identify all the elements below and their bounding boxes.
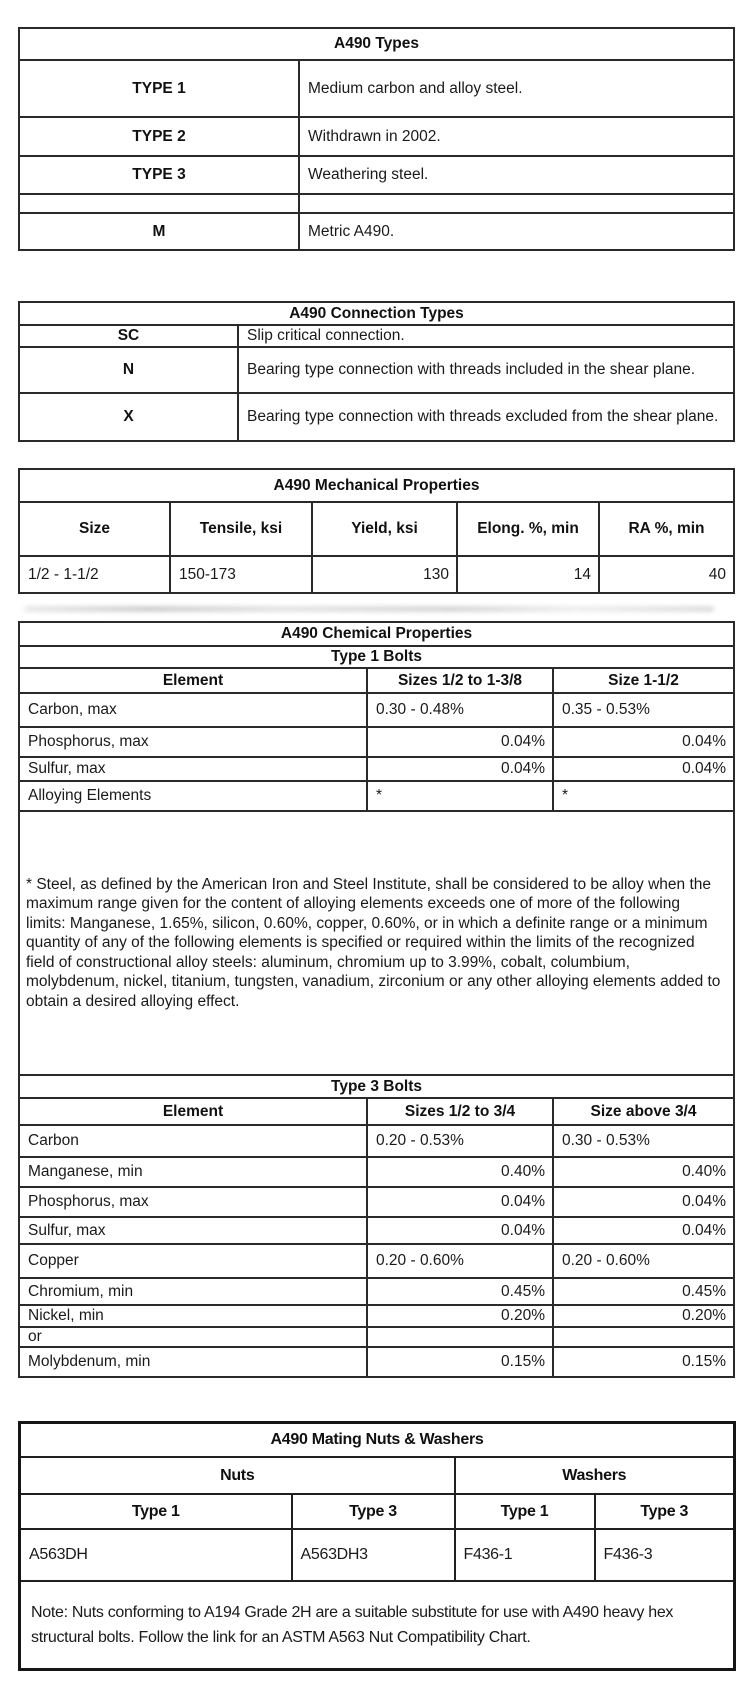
- nuts-type3-value: A563DH3: [292, 1529, 455, 1581]
- chem1-small-value: 0.30 - 0.48%: [367, 693, 553, 727]
- chem3-header-element: Element: [19, 1098, 367, 1125]
- a490-types-table: [18, 27, 735, 251]
- mech-tensile-value: 150-173: [170, 556, 312, 593]
- mech-header-elong: Elong. %, min: [457, 502, 599, 556]
- alloy-steel-footnote: * Steel, as defined by the American Iron and Steel Institute, shall be considered to be alloy when the maximum range given for the content of alloying elements exceeds one of more of the following limits: Manganese, 1.65%, silicon, 0.60%, copper, 0.60%, or in which a definite range or a minimum quantity of any of the following elements is specified or required within the limits of the recognized field of constructional alloy steels: aluminum, chromium up to 3.99%, cobalt, columbium, molybdenum, nickel, titanium, tungsten, vanadium, zirconium or any other alloying elements added to obtain a desired alloying effect.: [19, 811, 734, 1075]
- washers-type1-header: Type 1: [455, 1494, 595, 1529]
- chem3-element: Carbon: [19, 1125, 367, 1157]
- mech-header-ra: RA %, min: [599, 502, 734, 556]
- type-desc-cell-empty: [299, 194, 734, 213]
- chem3-large-value: 0.04%: [553, 1187, 734, 1217]
- chem3-element: Manganese, min: [19, 1157, 367, 1187]
- mech-yield-value: 130: [312, 556, 457, 593]
- a490-mating-nuts-washers-table: [18, 1421, 736, 1671]
- chem1-large-value: 0.04%: [553, 757, 734, 781]
- chem3-large-value: 0.30 - 0.53%: [553, 1125, 734, 1157]
- mech-elong-value: 14: [457, 556, 599, 593]
- chem3-small-value: 0.20 - 0.53%: [367, 1125, 553, 1157]
- type-code-cell: M: [19, 213, 299, 250]
- chem1-large-value: *: [553, 781, 734, 811]
- chem3-large-value: 0.20%: [553, 1305, 734, 1327]
- chem1-element: Phosphorus, max: [19, 727, 367, 757]
- mech-size-value: 1/2 - 1-1/2: [19, 556, 170, 593]
- a490-mechanical-properties-table: [18, 468, 735, 594]
- type-code-cell: TYPE 1: [19, 60, 299, 117]
- chem3-element: Nickel, min: [19, 1305, 367, 1327]
- chem1-element: Carbon, max: [19, 693, 367, 727]
- chem1-header-element: Element: [19, 668, 367, 693]
- nut-substitute-note: Note: Nuts conforming to A194 Grade 2H are a suitable substitute for use with A490 heavy hex structural bolts. Follow the link for an ASTM A563 Nut Compatibility Chart.: [20, 1581, 735, 1670]
- chem3-large-value: 0.40%: [553, 1157, 734, 1187]
- nuts-group-header: Nuts: [20, 1457, 455, 1494]
- chem1-header-large-sizes: Size 1-1/2: [553, 668, 734, 693]
- chem1-small-value: 0.04%: [367, 727, 553, 757]
- connection-code-cell: N: [19, 347, 238, 393]
- document-page: [0, 27, 751, 1695]
- chem1-element: Sulfur, max: [19, 757, 367, 781]
- chem3-element-or: or: [19, 1327, 367, 1347]
- mating-nuts-washers-title: A490 Mating Nuts & Washers: [20, 1423, 735, 1458]
- type-code-cell-empty: [19, 194, 299, 213]
- a490-chemical-properties-table: [18, 621, 735, 1378]
- chem3-element: Sulfur, max: [19, 1217, 367, 1244]
- mech-header-yield: Yield, ksi: [312, 502, 457, 556]
- chem1-header-small-sizes: Sizes 1/2 to 1-3/8: [367, 668, 553, 693]
- mechanical-properties-title: A490 Mechanical Properties: [19, 469, 734, 502]
- washers-type3-value: F436-3: [595, 1529, 735, 1581]
- chem3-large-value-empty: [553, 1327, 734, 1347]
- type-desc-cell: Withdrawn in 2002.: [299, 117, 734, 156]
- washers-type1-value: F436-1: [455, 1529, 595, 1581]
- chem3-header-large-sizes: Size above 3/4: [553, 1098, 734, 1125]
- chem1-small-value: 0.04%: [367, 757, 553, 781]
- chem1-small-value: *: [367, 781, 553, 811]
- chem3-small-value: 0.04%: [367, 1217, 553, 1244]
- type-desc-cell: Medium carbon and alloy steel.: [299, 60, 734, 117]
- chem3-small-value-empty: [367, 1327, 553, 1347]
- type3-bolts-subtitle: Type 3 Bolts: [19, 1075, 734, 1098]
- chem3-large-value: 0.04%: [553, 1217, 734, 1244]
- chem3-large-value: 0.45%: [553, 1278, 734, 1305]
- type-code-cell: TYPE 3: [19, 156, 299, 194]
- chem3-small-value: 0.45%: [367, 1278, 553, 1305]
- chem1-large-value: 0.04%: [553, 727, 734, 757]
- nuts-type3-header: Type 3: [292, 1494, 455, 1529]
- mech-header-size: Size: [19, 502, 170, 556]
- chem3-element: Copper: [19, 1244, 367, 1278]
- chem3-large-value: 0.15%: [553, 1347, 734, 1377]
- type-desc-cell: Weathering steel.: [299, 156, 734, 194]
- chem3-small-value: 0.20 - 0.60%: [367, 1244, 553, 1278]
- chemical-properties-title: A490 Chemical Properties: [19, 622, 734, 646]
- chem3-element: Phosphorus, max: [19, 1187, 367, 1217]
- a490-connection-types-table: [18, 301, 735, 442]
- chem3-element: Chromium, min: [19, 1278, 367, 1305]
- washers-group-header: Washers: [455, 1457, 735, 1494]
- connection-types-title: A490 Connection Types: [19, 302, 734, 325]
- mech-header-tensile: Tensile, ksi: [170, 502, 312, 556]
- connection-code-cell: X: [19, 393, 238, 441]
- connection-desc-cell: Slip critical connection.: [238, 325, 734, 347]
- nuts-type1-value: A563DH: [20, 1529, 292, 1581]
- chem1-element: Alloying Elements: [19, 781, 367, 811]
- chem3-small-value: 0.20%: [367, 1305, 553, 1327]
- mech-ra-value: 40: [599, 556, 734, 593]
- washers-type3-header: Type 3: [595, 1494, 735, 1529]
- chem3-header-small-sizes: Sizes 1/2 to 3/4: [367, 1098, 553, 1125]
- chem3-large-value: 0.20 - 0.60%: [553, 1244, 734, 1278]
- connection-desc-cell: Bearing type connection with threads included in the shear plane.: [238, 347, 734, 393]
- chem3-small-value: 0.40%: [367, 1157, 553, 1187]
- connection-desc-cell: Bearing type connection with threads excluded from the shear plane.: [238, 393, 734, 441]
- a490-types-title: A490 Types: [19, 28, 734, 60]
- chem3-small-value: 0.04%: [367, 1187, 553, 1217]
- connection-code-cell: SC: [19, 325, 238, 347]
- type-code-cell: TYPE 2: [19, 117, 299, 156]
- chem3-small-value: 0.15%: [367, 1347, 553, 1377]
- nuts-type1-header: Type 1: [20, 1494, 292, 1529]
- scan-smudge-artifact: [24, 606, 714, 612]
- type1-bolts-subtitle: Type 1 Bolts: [19, 646, 734, 668]
- type-desc-cell: Metric A490.: [299, 213, 734, 250]
- chem3-element: Molybdenum, min: [19, 1347, 367, 1377]
- chem1-large-value: 0.35 - 0.53%: [553, 693, 734, 727]
